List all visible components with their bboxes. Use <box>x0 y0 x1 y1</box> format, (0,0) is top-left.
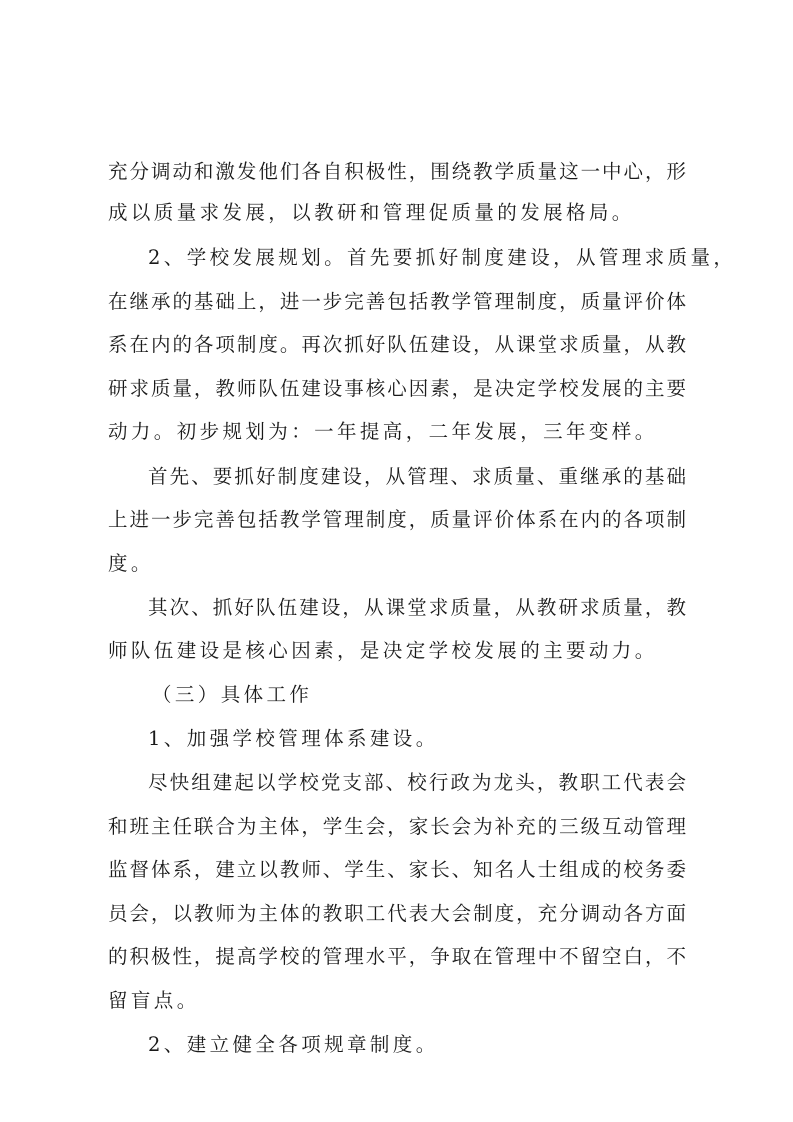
text-line: 系在内的各项制度。再次抓好队伍建设，从课堂求质量，从教 <box>108 333 686 356</box>
text-line: 监督体系，建立以教师、学生、家长、知名人士组成的校务委 <box>108 858 686 881</box>
text-line: 其次、抓好队伍建设，从课堂求质量，从教研求质量，教 <box>148 596 686 619</box>
section-heading: （三）具体工作 <box>152 683 313 706</box>
text-line: 2、学校发展规划。首先要抓好制度建设，从管理求质量， <box>148 246 737 269</box>
text-line: 充分调动和激发他们各自积极性，围绕教学质量这一中心，形 <box>108 160 686 183</box>
text-line: 成以质量求发展，以教研和管理促质量的发展格局。 <box>108 201 635 224</box>
text-line: 员会，以教师为主体的教职工代表大会制度，充分调动各方面 <box>108 902 686 925</box>
text-line: 研求质量，教师队伍建设事核心因素，是决定学校发展的主要 <box>108 377 686 400</box>
text-line: 的积极性，提高学校的管理水平，争取在管理中不留空白，不 <box>108 945 686 968</box>
text-line: 在继承的基础上，进一步完善包括教学管理制度，质量评价体 <box>108 290 686 313</box>
text-line: 上进一步完善包括教学管理制度，质量评价体系在内的各项制 <box>108 508 686 531</box>
text-line: 留盲点。 <box>108 989 200 1012</box>
text-line: 度。 <box>108 552 154 575</box>
text-line: 动力。初步规划为：一年提高，二年发展，三年变样。 <box>108 420 658 443</box>
text-line: 2、建立健全各项规章制度。 <box>148 1033 439 1056</box>
text-line: 1、加强学校管理体系建设。 <box>148 727 439 750</box>
text-line: 和班主任联合为主体，学生会，家长会为补充的三级互动管理 <box>108 815 686 838</box>
text-line: 首先、要抓好制度建设，从管理、求质量、重继承的基础 <box>148 465 686 488</box>
text-line: 师队伍建设是核心因素，是决定学校发展的主要动力。 <box>108 639 658 662</box>
text-line: 尽快组建起以学校党支部、校行政为龙头，教职工代表会 <box>148 771 686 794</box>
